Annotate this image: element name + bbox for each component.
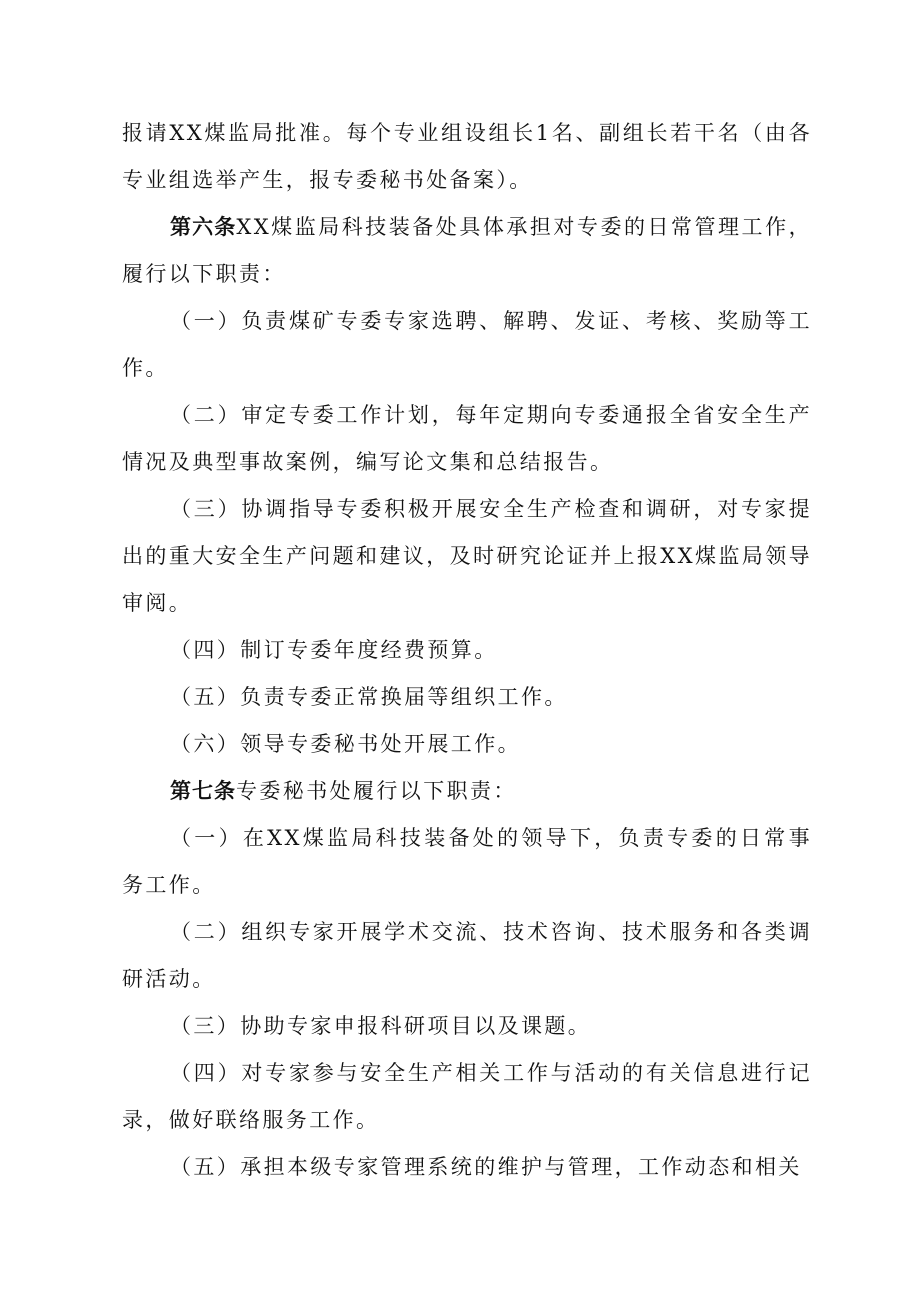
list-item	[122, 486, 812, 627]
article-heading: 第六条	[170, 215, 237, 239]
list-item	[122, 1050, 812, 1144]
document-body	[122, 110, 812, 1191]
paragraph-text: （一）在XX煤监局科技装备处的领导下，负责专委的日常事务工作。	[122, 826, 812, 897]
paragraph-text: （四）制订专委年度经费预算。	[170, 638, 498, 662]
article-heading: 第七条	[170, 779, 236, 803]
paragraph-text: XX煤监局科技装备处具体承担对专委的日常管理工作，履行以下职责：	[122, 215, 812, 286]
paragraph-text: 报请XX煤监局批准。每个专业组设组长1名、副组长若干名（由各专业组选举产生，报专委秘书处备案）。	[122, 121, 812, 192]
paragraph-text: （五）承担本级专家管理系统的维护与管理，工作动态和相关	[170, 1155, 802, 1179]
list-item	[122, 298, 812, 392]
paragraph-text: （三）协调指导专委积极开展安全生产检查和调研，对专家提出的重大安全生产问题和建议，及时研究论证并上报XX煤监局领导审阅。	[122, 497, 812, 615]
paragraph-text: （六）领导专委秘书处开展工作。	[170, 732, 521, 756]
list-item	[122, 1003, 812, 1050]
paragraph	[122, 110, 812, 204]
paragraph-text: （三）协助专家申报科研项目以及课题。	[170, 1014, 592, 1038]
paragraph-text: 专委秘书处履行以下职责：	[236, 779, 517, 803]
article-6-paragraph	[122, 204, 812, 298]
list-item	[122, 815, 812, 909]
paragraph-text: （四）对专家参与安全生产相关工作与活动的有关信息进行记录，做好联络服务工作。	[122, 1061, 812, 1132]
list-item	[122, 392, 812, 486]
article-7-paragraph	[122, 768, 812, 815]
paragraph-text: （二）组织专家开展学术交流、技术咨询、技术服务和各类调研活动。	[122, 920, 812, 991]
list-item	[122, 909, 812, 1003]
paragraph-text: （五）负责专委正常换届等组织工作。	[170, 685, 568, 709]
list-item	[122, 627, 812, 674]
list-item	[122, 674, 812, 721]
list-item	[122, 1144, 812, 1191]
paragraph-text: （一）负责煤矿专委专家选聘、解聘、发证、考核、奖励等工作。	[122, 309, 812, 380]
paragraph-text: （二）审定专委工作计划，每年定期向专委通报全省安全生产情况及典型事故案例，编写论文集和总结报告。	[122, 403, 812, 474]
list-item	[122, 721, 812, 768]
